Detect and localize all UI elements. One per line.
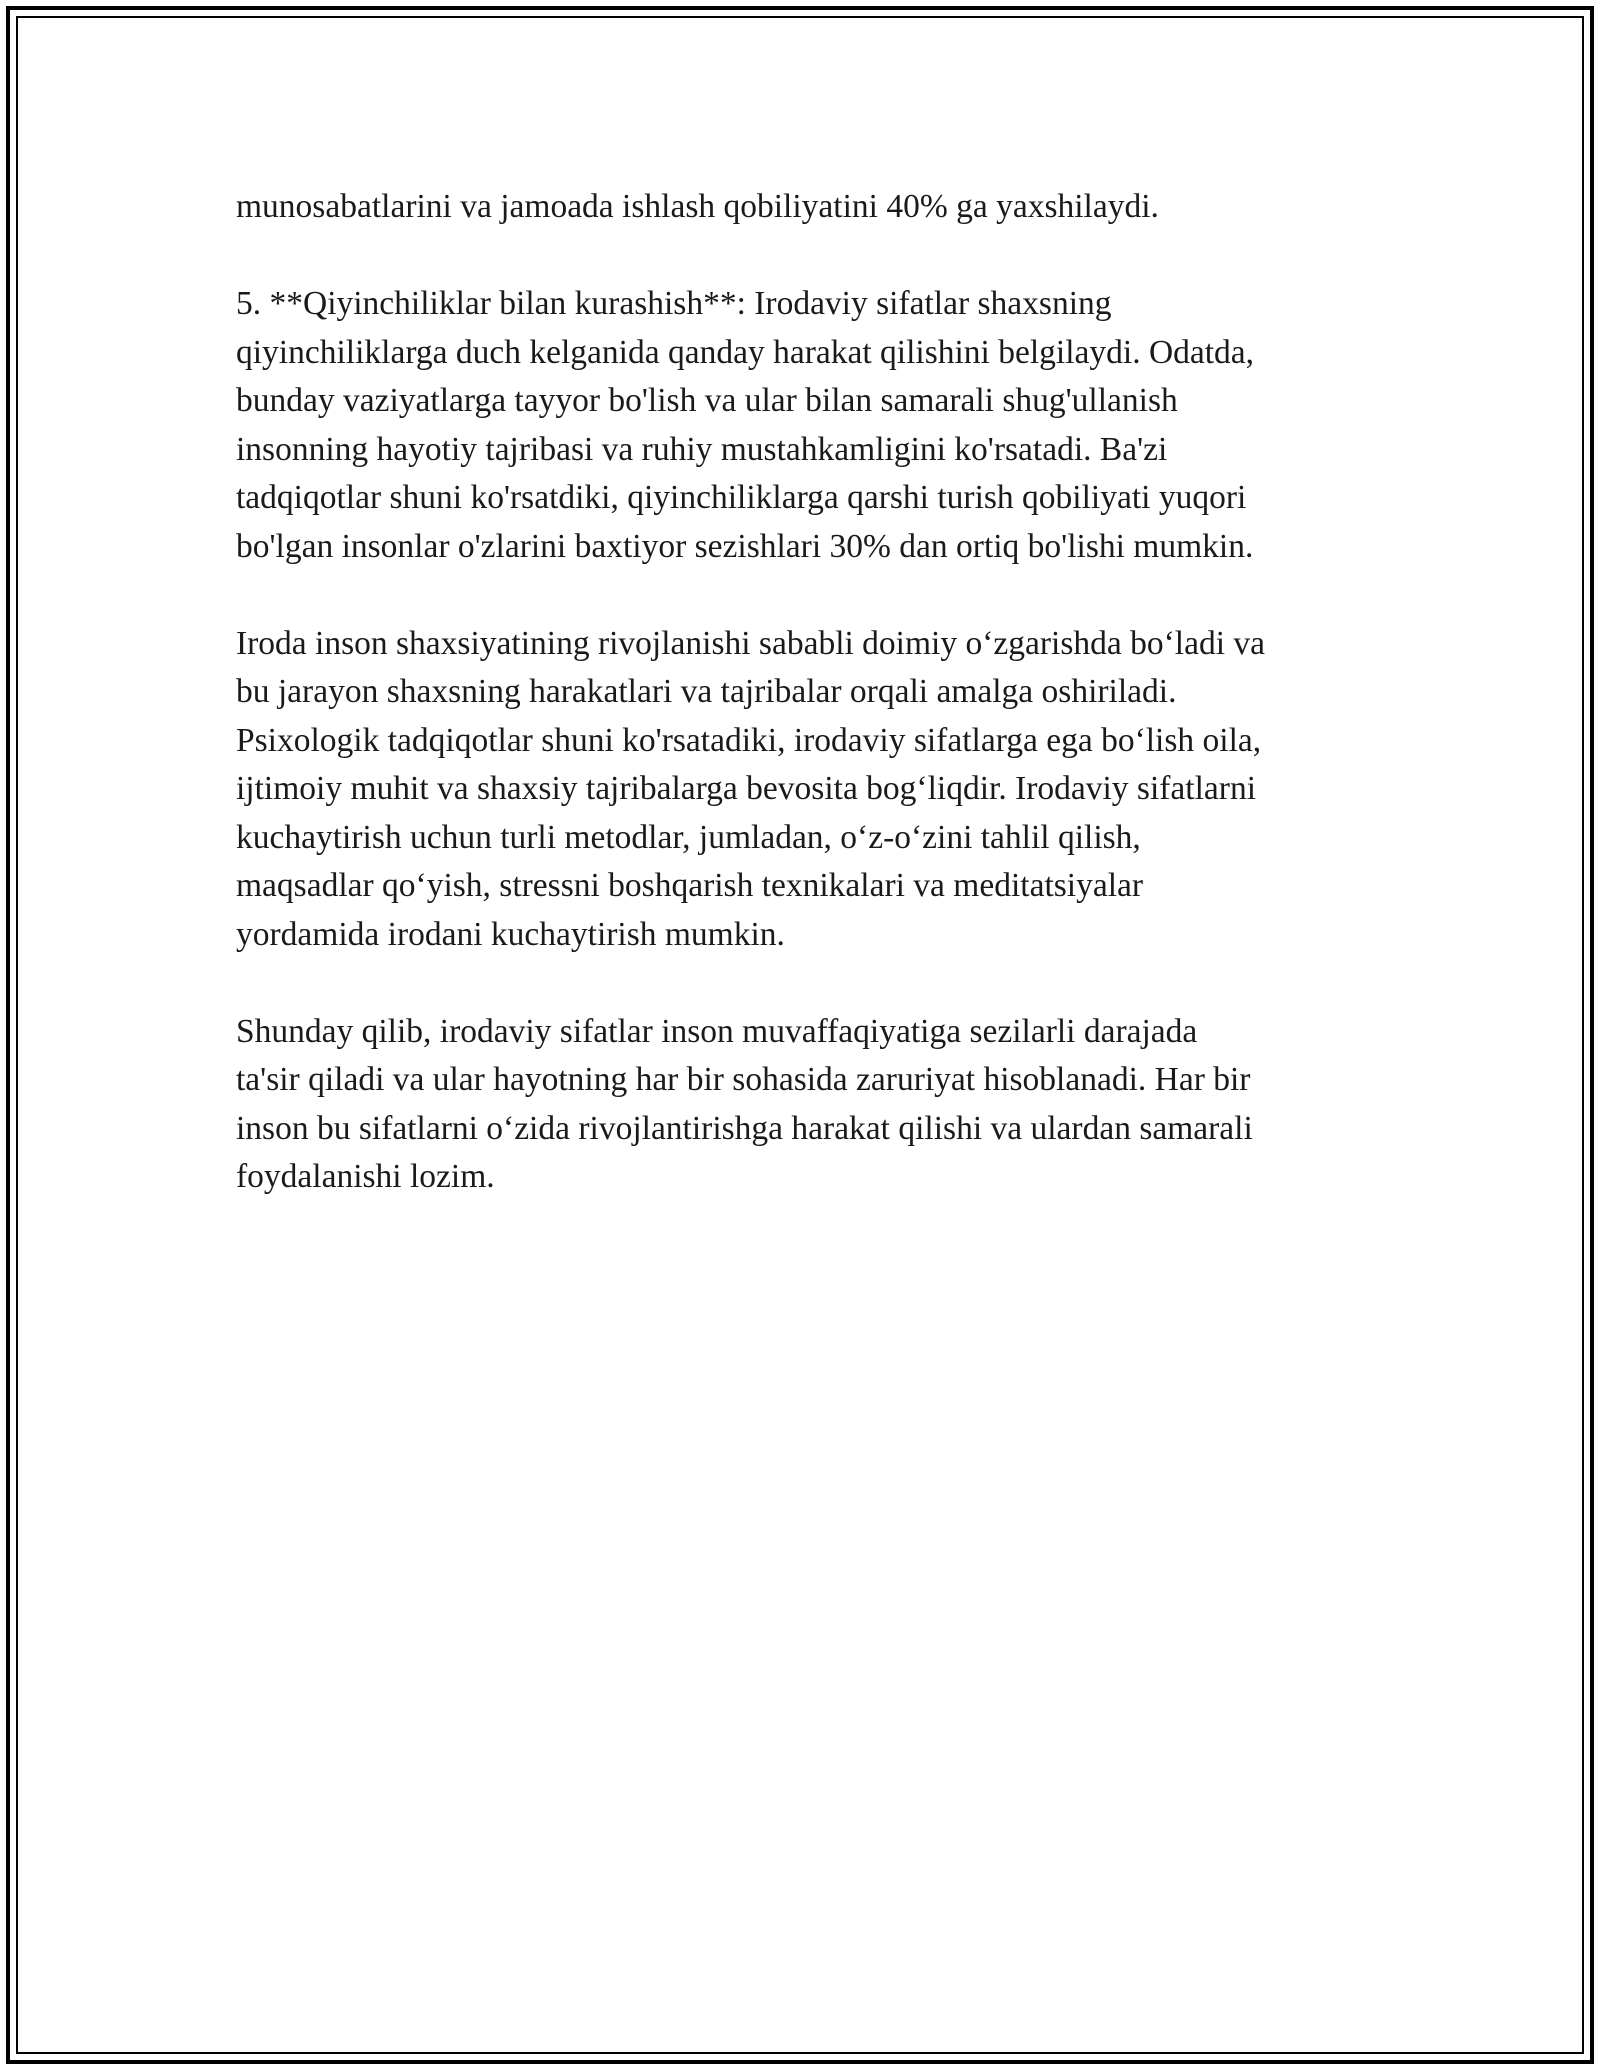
document-body [236, 183, 1376, 1202]
text-line: tadqiqotlar shuni ko'rsatdiki, qiyinchiliklarga qarshi turish qobiliyati yuqori [236, 479, 1247, 516]
text-line: bunday vaziyatlarga tayyor bo'lish va ular bilan samarali shug'ullanish [236, 382, 1178, 419]
text-line: foydalanishi lozim. [236, 1158, 495, 1195]
text-line: 5. **Qiyinchiliklar bilan kurashish**: Irodaviy sifatlar shaxsning [236, 285, 1112, 322]
text-line: Psixologik tadqiqotlar shuni ko'rsatadiki, irodaviy sifatlarga ega bo‘lish oila, [236, 721, 1262, 759]
text-line: bo'lgan insonlar o'zlarini baxtiyor sezishlari 30% dan ortiq bo'lishi mumkin. [236, 527, 1254, 565]
text-line: insonning hayotiy tajribasi va ruhiy mustahkamligini ko'rsatadi. Ba'zi [236, 430, 1168, 468]
text-line: ijtimoiy muhit va shaxsiy tajribalarga bevosita bog‘liqdir. Irodaviy sifatlarni [236, 770, 1256, 807]
text-line: inson bu sifatlarni o‘zida rivojlantirishga harakat qilishi va ulardan samarali [236, 1109, 1253, 1147]
text-line: qiyinchiliklarga duch kelganida qanday harakat qilishini belgilaydi. Odatda, [236, 333, 1255, 371]
paragraph-gap [236, 571, 1376, 620]
text-line: ta'sir qiladi va ular hayotning har bir sohasida zaruriyat hisoblanadi. Har bir [236, 1061, 1251, 1098]
text-line: yordamida irodani kuchaytirish mumkin. [236, 915, 785, 953]
paragraph-gap [236, 959, 1376, 1008]
text-line: kuchaytirish uchun turli metodlar, jumladan, o‘z-o‘zini tahlil qilish, [236, 818, 1141, 856]
paragraph [236, 620, 1376, 960]
text-line: bu jarayon shaxsning harakatlari va tajribalar orqali amalga oshiriladi. [236, 673, 1177, 710]
paragraph [236, 280, 1376, 571]
text-line: Shunday qilib, irodaviy sifatlar inson muvaffaqiyatiga sezilarli darajada [236, 1012, 1198, 1050]
text-line: maqsadlar qo‘yish, stressni boshqarish texnikalari va meditatsiyalar [236, 867, 1144, 904]
paragraph [236, 1008, 1376, 1202]
text-line: munosabatlarini va jamoada ishlash qobiliyatini 40% ga yaxshilaydi. [236, 188, 1159, 225]
text-line: Iroda inson shaxsiyatining rivojlanishi sababli doimiy o‘zgarishda bo‘ladi va [236, 624, 1265, 662]
paragraph [236, 183, 1376, 232]
paragraph-gap [236, 232, 1376, 281]
